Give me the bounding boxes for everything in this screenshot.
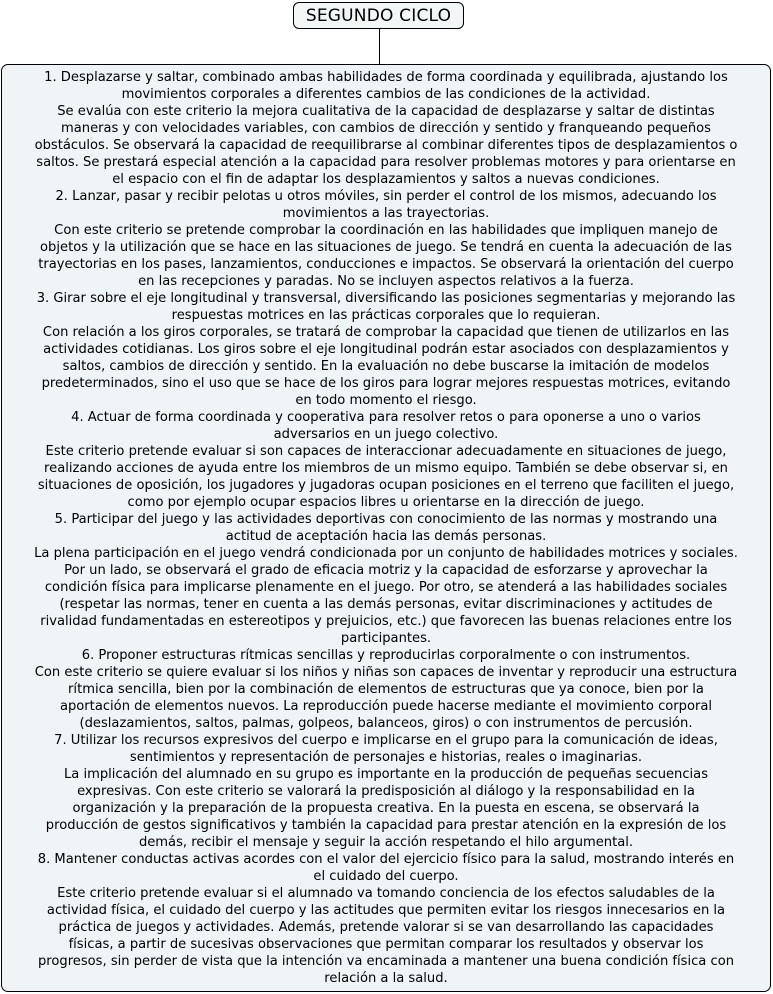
criteria-text-line: Con relación a los giros corporales, se tratará de comprobar la capacidad que tienen de utilizarlos en las	[42, 325, 730, 340]
criteria-text-line: práctica de juegos y actividades. Además, pretende valorar si se van desarrollando las capacidades	[58, 920, 714, 935]
criteria-text-line: condición física para implicarse plenamente en el juego. Por otro, se atenderá a las habilidades sociales	[44, 580, 728, 595]
criteria-text-line: situaciones de oposición, los jugadores y jugadoras ocupan posiciones en el terreno que faciliten el juego,	[37, 478, 735, 493]
title-node[interactable]	[293, 2, 464, 29]
criteria-text-line: rítmica sencilla, bien por la combinación de elementos de estructuras que ya conoce, bien por la	[68, 682, 704, 697]
criteria-text-line: producción de gestos significativos y también la capacidad para prestar atención en la expresión de los	[45, 818, 727, 833]
criteria-node[interactable]	[1, 64, 771, 992]
criteria-text-line: relación a la salud.	[324, 971, 448, 986]
criteria-text-line: predeterminados, sino el uso que se hace de los giros para lograr mejores respuestas motrices, evitando	[41, 376, 731, 391]
criteria-text-line: organización y la preparación de la propuesta creativa. En la puesta en escena, se observará la	[72, 801, 700, 816]
criteria-text-line: objetos y la utilización que se hace en las situaciones de juego. Se tendrá en cuenta la adecuación de las	[40, 240, 732, 255]
criteria-text-line: adversarios en un juego colectivo.	[273, 427, 499, 442]
criteria-text-line: saltos. Se prestará especial atención a la capacidad para resolver problemas motores y para orientarse en	[36, 155, 736, 170]
criteria-text-line: obstáculos. Se observará la capacidad de reequilibrarse al combinar diferentes tipos de desplazamientos o	[34, 138, 738, 153]
criteria-text-line: 6. Proponer estructuras rítmicas sencillas y reproducirlas corporalmente o con instrumentos.	[81, 648, 691, 663]
criteria-text-line: 7. Utilizar los recursos expresivos del cuerpo e implicarse en el grupo para la comunicación de ideas,	[54, 733, 718, 748]
criteria-text-line: Con este criterio se pretende comprobar la coordinación en las habilidades que impliquen manejo de	[54, 223, 718, 238]
criteria-text-line: como por ejemplo ocupar espacios libres u orientarse en la dirección de juego.	[127, 495, 645, 510]
criteria-text-line: Este criterio pretende evaluar si el alumnado va tomando conciencia de los efectos saludables de la	[57, 886, 715, 901]
criteria-text-line: La plena participación en el juego vendrá condicionada por un conjunto de habilidades motrices y sociales.	[34, 546, 738, 561]
criteria-text-line: participantes.	[340, 631, 432, 646]
criteria-text-line: Por un lado, se observará el grado de eficacia motriz y la capacidad de esforzarse y aprovechar la	[64, 563, 708, 578]
criteria-text-line: actividades cotidianas. Los giros sobre el eje longitudinal podrán estar asociados con desplazamientos y	[43, 342, 729, 357]
criteria-text-line: 2. Lanzar, pasar y recibir pelotas u otros móviles, sin perder el control de los mismos, adecuando los	[55, 189, 717, 204]
criteria-text-line: Este criterio pretende evaluar si son capaces de interaccionar adecuadamente en situaciones de juego,	[45, 444, 727, 459]
criteria-text-line: 1. Desplazarse y saltar, combinado ambas habilidades de forma coordinada y equilibrada, ajustando los	[44, 70, 728, 85]
criteria-text-line: La implicación del alumnado en su grupo es importante en la producción de pequeñas secuencias	[63, 767, 709, 782]
criteria-text-line: saltos, cambios de dirección y sentido. En la evaluación no debe buscarse la imitación de modelos	[62, 359, 710, 374]
criteria-text-line: 8. Mantener conductas activas acordes con el valor del ejercicio físico para la salud, mostrando interés en	[37, 852, 735, 867]
title-text: SEGUNDO CICLO	[305, 5, 452, 26]
criteria-text-line: trayectorias en los pases, lanzamientos, conducciones e impactos. Se observará la orientación del cuerpo	[38, 257, 734, 272]
criteria-text-line: actitud de aceptación hacia las demás personas.	[225, 529, 547, 544]
criteria-text-line: físicas, a partir de sucesivas observaciones que permitan comparar los resultados y observar los	[68, 937, 704, 952]
criteria-text-line: Se evalúa con este criterio la mejora cualitativa de la capacidad de desplazarse y saltar de distintas	[57, 104, 715, 119]
criteria-text-line: (deslazamientos, saltos, palmas, golpeos, balanceos, giros) o con instrumentos de percusión.	[79, 716, 693, 731]
criteria-text-line: aportación de elementos nuevos. La reproducción puede hacerse mediante el movimiento corporal	[59, 699, 713, 714]
criteria-text-line: rivalidad fundamentadas en estereotipos y prejuicios, etc.) que favorecen las buenas relaciones entre los	[40, 614, 732, 629]
criteria-text-line: (respetar las normas, tener en cuenta a las demás personas, evitar discriminaciones y actitudes de	[59, 597, 713, 612]
criteria-text-line: expresivas. Con este criterio se valorará la predisposición al diálogo y la responsabilidad en la	[77, 784, 695, 799]
criteria-text-line: maneras y con velocidades variables, con cambios de dirección y sentido y franqueando pequeños	[61, 121, 711, 136]
criteria-text-line: movimientos corporales a diferentes cambios de las condiciones de la actividad.	[121, 87, 651, 102]
criteria-text-line: sentimientos y representación de personajes e historias, reales o imaginarias.	[129, 750, 643, 765]
criteria-text-line: el cuidado del cuerpo.	[313, 869, 459, 884]
criteria-text-line: el espacio con el fin de adaptar los desplazamientos y saltos a nuevas condiciones.	[112, 172, 660, 187]
criteria-text-line: Con este criterio se quiere evaluar si los niños y niñas son capaces de inventar y reproducir una estructura	[34, 665, 738, 680]
criteria-text-line: en las recepciones y paradas. No se incluyen aspectos relativos a la fuerza.	[138, 274, 634, 289]
criteria-text-line: actividad física, el cuidado del cuerpo y las actitudes que permiten evitar los riesgos innecesarios en la	[46, 903, 726, 918]
criteria-text-line: movimientos a las trayectorias.	[282, 206, 490, 221]
criteria-text-line: 4. Actuar de forma coordinada y cooperativa para resolver retos o para oponerse a uno o varios	[71, 410, 701, 425]
criteria-text-line: 5. Participar del juego y las actividades deportivas con conocimiento de las normas y mostrando una	[54, 512, 718, 527]
criteria-text-line: en todo momento el riesgo.	[295, 393, 477, 408]
criteria-text-line: progresos, sin perder de vista que la intención va encaminada a mantener una buena condición física con	[37, 954, 735, 969]
connector-line	[379, 29, 380, 64]
criteria-text-line: 3. Girar sobre el eje longitudinal y transversal, diversificando las posiciones segmentarias y mejorando las	[36, 291, 736, 306]
criteria-text-line: demás, recibir el mensaje y seguir la acción respetando el hilo argumental.	[138, 835, 634, 850]
criteria-text-line: realizando acciones de ayuda entre los miembros de un mismo equipo. También se debe observar si, en	[44, 461, 728, 476]
criteria-text-line: respuestas motrices en las prácticas corporales que lo requieran.	[171, 308, 601, 323]
